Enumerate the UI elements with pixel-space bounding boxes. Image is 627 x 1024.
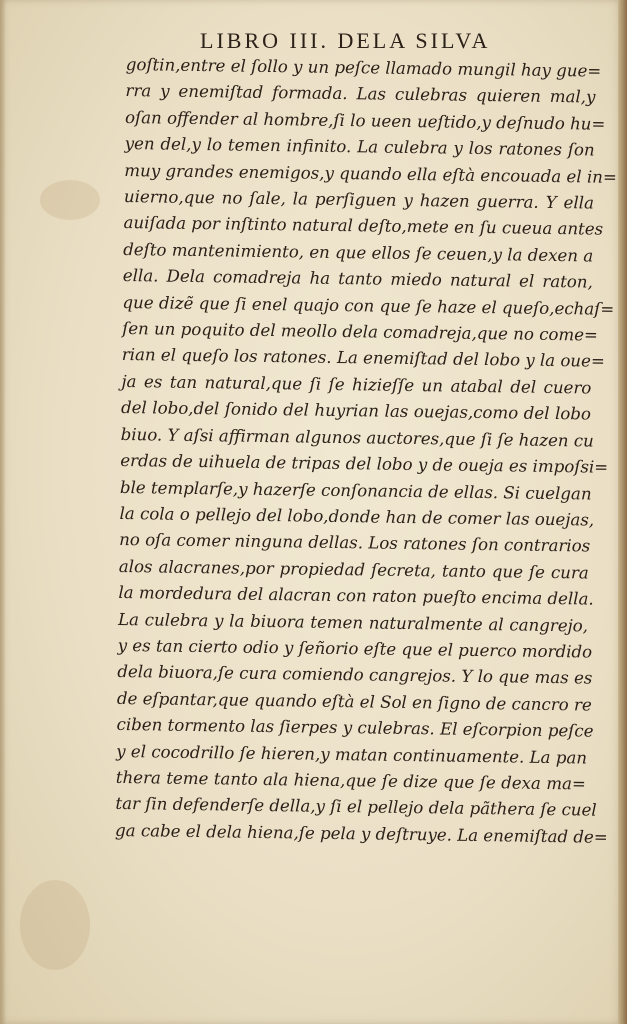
- text-line: thera teme tanto ala hiena,que ſe dize que ſe dexa ma=: [115, 767, 586, 794]
- text-line: la mordedura del alacran con raton pueſto encima della.: [118, 583, 594, 609]
- text-line: alos alacranes,por propiedad ſecreta, tanto que ſe cura: [118, 556, 589, 583]
- text-line: ella. Dela comadreja ha tanto miedo natural el raton,: [122, 266, 593, 292]
- text-line: rra y enemiſtad formada. Las culebras quieren mal,y: [125, 81, 596, 107]
- text-line: deſto mantenimiento, en que ellos ſe ceuen,y la dexen a: [123, 239, 594, 266]
- text-line: tar ſin defenderſe della,y ſi el pellejo dela pãthera ſe cuel: [115, 794, 597, 821]
- text-line: La culebra y la biuora temen naturalmente al cangrejo,: [117, 609, 589, 636]
- text-line: del lobo,del ſonido del huyrian las ouejas,como del lobo: [120, 398, 592, 424]
- text-line: dela biuora,ſe cura comiendo cangrejos. Y lo que mas es: [117, 662, 593, 688]
- page-right-edge: [618, 0, 627, 1024]
- text-line: y es tan cierto odio y ſeñorio eſte que el puerco mordido: [117, 635, 593, 662]
- text-line: erdas de uihuela de tripas del lobo y de oueja es impoſsi=: [120, 451, 609, 477]
- text-line: biuo. Y aſsi affirman algunos auctores,que ſi ſe hazen cu: [120, 424, 594, 451]
- page-left-edge: [0, 0, 6, 1024]
- text-line: que dizẽ que ſi enel quajo con que ſe haze el queſo,echaſ=: [122, 292, 615, 319]
- text-line: auiſada por inſtinto natural deſto,mete en ſu cueua antes: [123, 213, 604, 240]
- text-line: no oſa comer ninguna dellas. Los ratones ſon contrarios: [119, 530, 591, 556]
- text-line: muy grandes enemigos,y quando ella eſtà encouada el in=: [124, 160, 617, 187]
- text-line: uierno,que no ſale, la perſiguen y hazen guerra. Y ella: [123, 187, 595, 213]
- text-line: oſan offender al hombre,ſi lo ueen ueſtido,y deſnudo hu=: [124, 107, 606, 134]
- text-line: ga cabe el dela hiena,ſe pela y deſtruye. La enemiſtad de=: [115, 820, 608, 847]
- text-line: ſen un poquito del meollo dela comadreja,que no come=: [122, 319, 599, 345]
- text-line: rian el queſo los ratones. La enemiſtad del lobo y la oue=: [121, 345, 605, 372]
- text-line: ble templarſe,y hazerſe conſonancia de ellas. Si cuelgan: [119, 477, 592, 504]
- paper-stain: [40, 180, 100, 220]
- text-line: goſtin,entre el ſollo y un peſce llamado mungil hay gue=: [125, 54, 602, 81]
- text-line: ciben tormento las ſierpes y culebras. El eſcorpion peſce: [116, 715, 594, 741]
- paper-stain: [20, 880, 90, 970]
- text-line: yen del,y lo temen infinito. La culebra y los ratones ſon: [124, 134, 595, 160]
- text-line: la cola o pellejo del lobo,donde han de comer las ouejas,: [119, 503, 595, 530]
- text-line: de eſpantar,que quando eſtà el Sol en ſigno de cancro re: [116, 688, 592, 715]
- text-line: y el cocodrillo ſe hieren,y matan continuamente. La pan: [116, 741, 588, 768]
- running-title: LIBRO III. DELA SILVA: [200, 28, 491, 53]
- text-line: ja es tan natural,que ſi ſe hizieſſe un atabal del cuero: [121, 371, 592, 398]
- body-text: [115, 52, 617, 851]
